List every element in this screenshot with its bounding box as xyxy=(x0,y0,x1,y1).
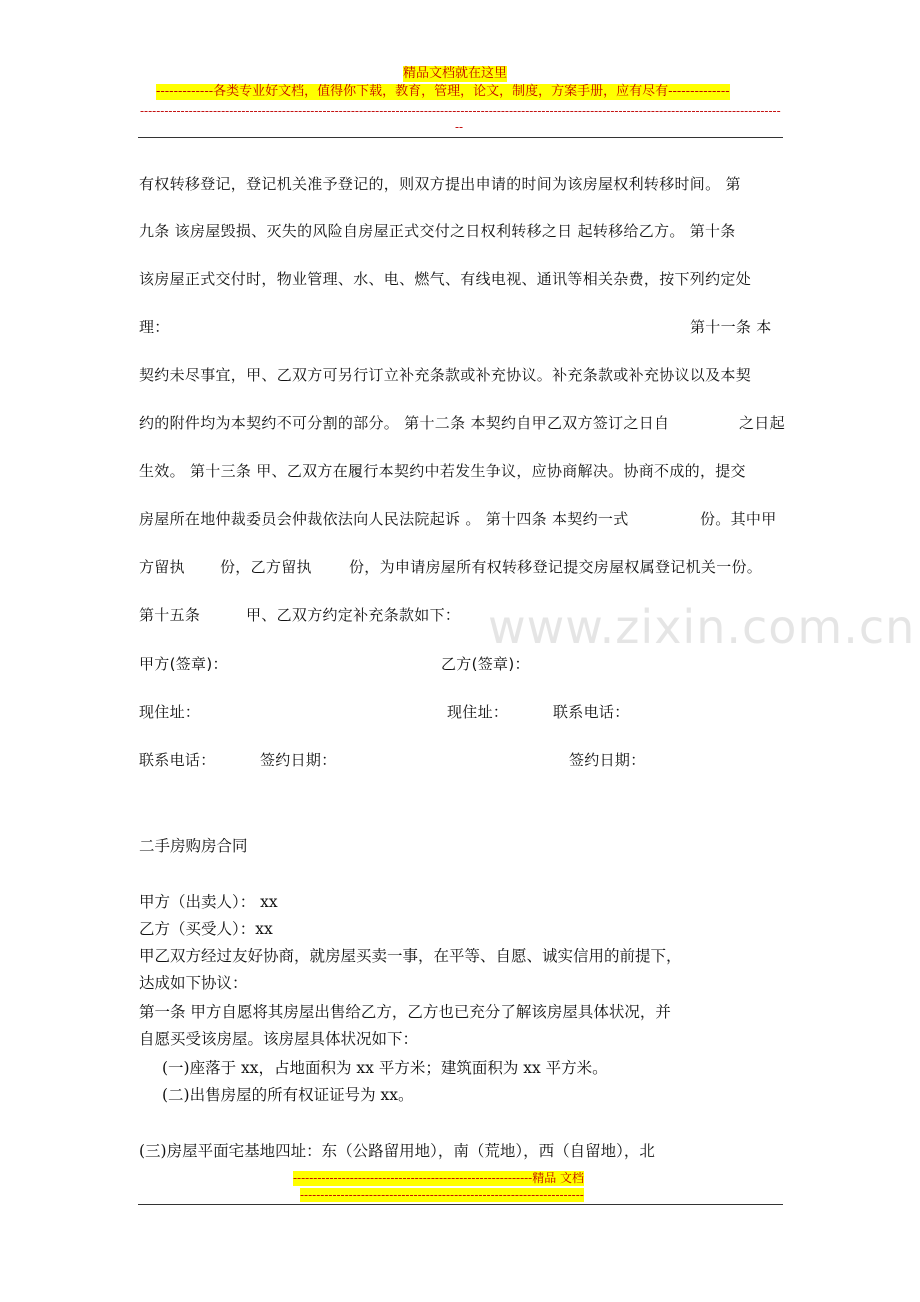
body-line-4-right: 第十一条 本 xyxy=(690,318,772,336)
body-line-1: 有权转移登记，登记机关准予登记的，则双方提出申请的时间为该房屋权利转移时间。 第 xyxy=(139,175,741,193)
party-b-seal: 乙方(签章)： xyxy=(441,655,530,673)
party-a-seal: 甲方(签章)： xyxy=(139,655,228,673)
clause-15-text: 甲、乙双方约定补充条款如下： xyxy=(246,606,461,624)
body-line-6-tail: 之日起 xyxy=(739,414,785,432)
address-b: 现住址： xyxy=(447,703,509,721)
date-a: 签约日期： xyxy=(260,751,337,769)
body-line-8: 房屋所在地仲裁委员会仲裁依法向人民法院起诉 。 第十四条 本契约一式 xyxy=(139,510,629,528)
contract-title: 二手房购房合同 xyxy=(139,837,248,855)
watermark: www.zixin.com.cn xyxy=(488,600,916,654)
contract-item-2: (二)出售房屋的所有权证证号为 xx。 xyxy=(162,1086,414,1104)
body-line-6: 约的附件均为本契约不可分割的部分。 第十二条 本契约自甲乙双方签订之日自 xyxy=(139,414,670,432)
contract-party-a: 甲方（出卖人）： xx xyxy=(139,893,278,911)
body-line-9-a: 方留执 xyxy=(139,558,185,576)
body-line-4-left: 理： xyxy=(139,318,170,336)
footer-line-1: -----------------------------------------------------------精品 文档 xyxy=(293,1171,585,1185)
contract-item-3: (三)房屋平面宅基地四址：东（公路留用地），南（荒地），西（自留地），北 xyxy=(139,1142,655,1160)
clause-15-label: 第十五条 xyxy=(139,606,201,624)
contract-preamble-1: 甲乙双方经过友好协商，就房屋买卖一事，在平等、自愿、诚实信用的前提下， xyxy=(139,947,682,965)
header-title: 精品文档就在这里 xyxy=(403,66,508,81)
body-line-9-c: 份，为申请房屋所有权转移登记提交房屋权属登记机关一份。 xyxy=(349,558,763,576)
address-a: 现住址： xyxy=(139,703,201,721)
header-subtitle: -------------各类专业好文档，值得你下载，教育，管理，论文，制度，方案手册，应有尽有-------------- xyxy=(156,84,730,99)
phone-a: 联系电话： xyxy=(139,751,216,769)
header-rule xyxy=(138,137,783,138)
contract-article1-2: 自愿买受该房屋。该房屋具体状况如下： xyxy=(139,1030,419,1048)
footer-rule xyxy=(138,1204,783,1205)
header-dash-line: -------------------------------------------------------------------------------------------------------------------------------------------------------------- xyxy=(140,104,781,118)
body-line-5: 契约未尽事宜，甲、乙双方可另行订立补充条款或补充协议。补充条款或补充协议以及本契 xyxy=(139,366,752,384)
body-line-9-b: 份，乙方留执 xyxy=(220,558,312,576)
body-line-7: 生效。 第十三条 甲、乙双方在履行本契约中若发生争议，应协商解决。协商不成的，提交 xyxy=(139,462,746,480)
body-line-2: 九条 该房屋毁损、灭失的风险自房屋正式交付之日权利转移之日 起转移给乙方。 第十条 xyxy=(139,222,736,240)
contract-preamble-2: 达成如下协议： xyxy=(139,974,248,992)
footer-line-2: ---------------------------------------------------------------------- xyxy=(300,1188,584,1202)
body-line-3: 该房屋正式交付时，物业管理、水、电、燃气、有线电视、通讯等相关杂费，按下列约定处 xyxy=(139,270,752,288)
body-line-8-tail: 份。其中甲 xyxy=(700,510,777,528)
header-dash-line-2: -- xyxy=(455,120,464,134)
contract-item-1: (一)座落于 xx，占地面积为 xx 平方米；建筑面积为 xx 平方米。 xyxy=(162,1059,608,1077)
phone-b: 联系电话： xyxy=(553,703,630,721)
contract-article1-1: 第一条 甲方自愿将其房屋出售给乙方，乙方也已充分了解该房屋具体状况，并 xyxy=(139,1003,671,1021)
date-b: 签约日期： xyxy=(569,751,646,769)
contract-party-b: 乙方（买受人）：xx xyxy=(139,920,273,938)
